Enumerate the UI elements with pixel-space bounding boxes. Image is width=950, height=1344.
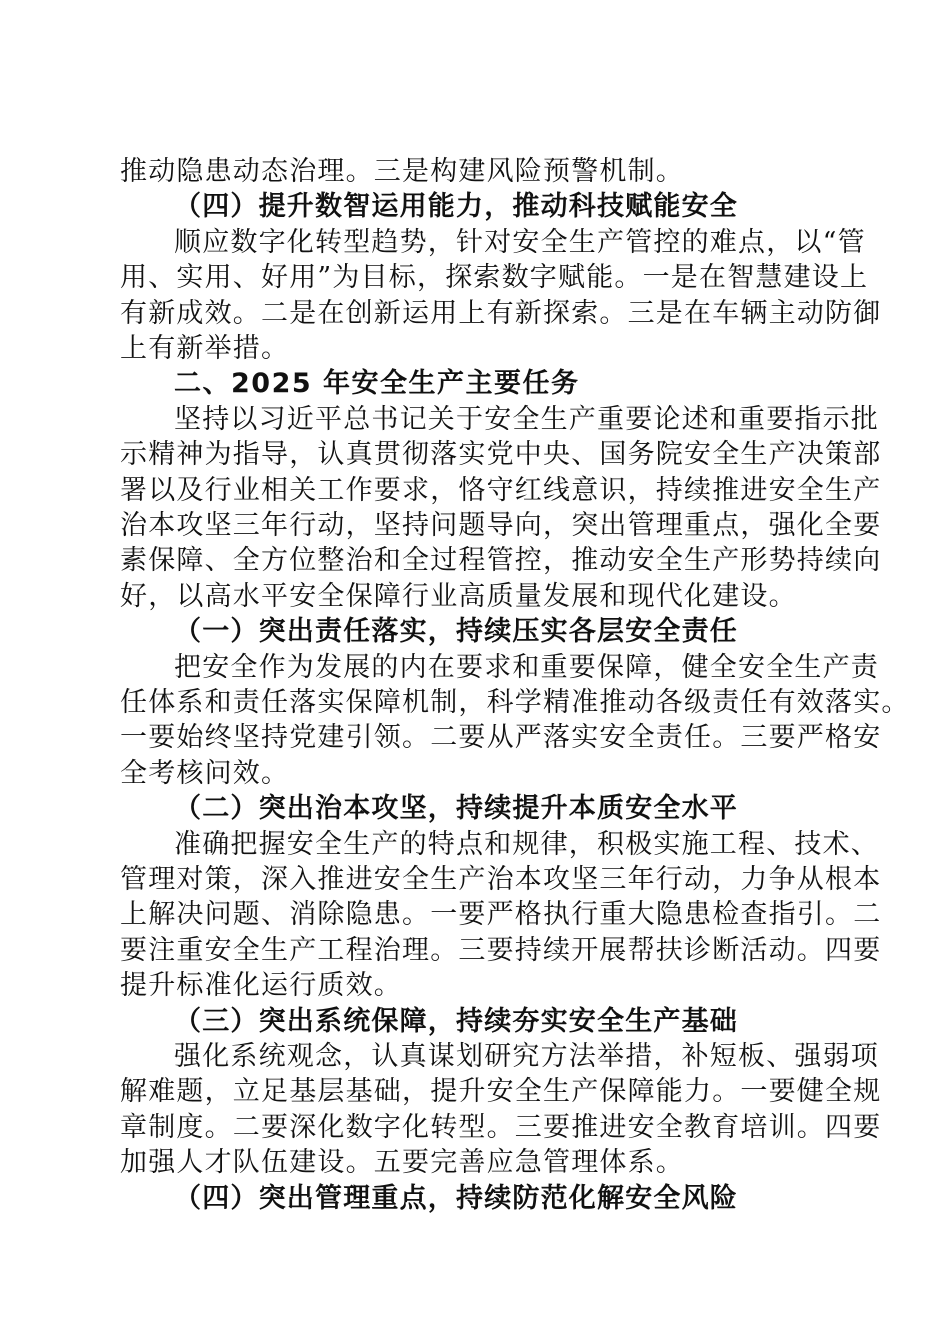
paragraph-line: 全考核问效。 (120, 758, 290, 789)
paragraph-line: 署以及行业相关工作要求，恪守红线意识，持续推进安全生产 (120, 475, 882, 506)
paragraph-line: 管理对策，深入推进安全生产治本攻坚三年行动，力争从根本 (120, 864, 882, 895)
subsection-heading: （四）提升数智运用能力，推动科技赋能安全 (174, 191, 738, 222)
paragraph-line: 把安全作为发展的内在要求和重要保障，健全安全生产责 (174, 652, 879, 683)
paragraph-line: 示精神为指导，认真贯彻落实党中央、国务院安全生产决策部 (120, 439, 882, 470)
paragraph-line: 提升标准化运行质效。 (120, 970, 402, 1001)
subsection-heading: （一）突出责任落实，持续压实各层安全责任 (174, 616, 738, 647)
paragraph-line: 任体系和责任落实保障机制，科学精准推动各级责任有效落实。 (120, 687, 910, 718)
paragraph-line: 用、实用、好用”为目标，探索数字赋能。一是在智慧建设上 (120, 262, 869, 293)
paragraph-line: 治本攻坚三年行动，坚持问题导向，突出管理重点，强化全要 (120, 510, 882, 541)
paragraph-line: 强化系统观念，认真谋划研究方法举措，补短板、强弱项 (174, 1041, 879, 1072)
paragraph-line: 解难题，立足基层基础，提升安全生产保障能力。一要健全规 (120, 1076, 882, 1107)
subsection-heading: （四）突出管理重点，持续防范化解安全风险 (174, 1183, 738, 1214)
paragraph-line: 一要始终坚持党建引领。二要从严落实安全责任。三要严格安 (120, 722, 882, 753)
paragraph-line: 顺应数字化转型趋势，针对安全生产管控的难点，以“管 (174, 227, 866, 258)
paragraph-line: 上有新举措。 (120, 333, 290, 364)
paragraph-line: 上解决问题、消除隐患。一要严格执行重大隐患检查指引。二 (120, 899, 882, 930)
paragraph-line: 要注重安全生产工程治理。三要持续开展帮扶诊断活动。四要 (120, 935, 882, 966)
paragraph-line: 好，以高水平安全保障行业高质量发展和现代化建设。 (120, 581, 797, 612)
section-heading: 二、2025 年安全生产主要任务 (174, 368, 580, 399)
paragraph-line: 坚持以习近平总书记关于安全生产重要论述和重要指示批 (174, 404, 879, 435)
paragraph-line: 加强人才队伍建设。五要完善应急管理体系。 (120, 1147, 684, 1178)
subsection-heading: （三）突出系统保障，持续夯实安全生产基础 (174, 1006, 738, 1037)
paragraph-line: 章制度。二要深化数字化转型。三要推进安全教育培训。四要 (120, 1112, 882, 1143)
paragraph-line: 推动隐患动态治理。三是构建风险预警机制。 (120, 156, 684, 187)
subsection-heading: （二）突出治本攻坚，持续提升本质安全水平 (174, 793, 738, 824)
paragraph-line: 素保障、全方位整治和全过程管控，推动安全生产形势持续向 (120, 545, 882, 576)
paragraph-line: 有新成效。二是在创新运用上有新探索。三是在车辆主动防御 (120, 298, 882, 329)
paragraph-line: 准确把握安全生产的特点和规律，积极实施工程、技术、 (174, 829, 879, 860)
